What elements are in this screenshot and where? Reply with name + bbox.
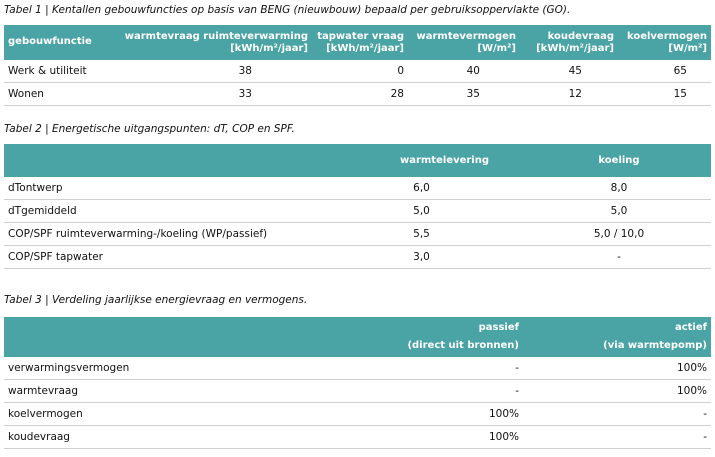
table-row xyxy=(4,60,711,83)
table3-cell: warmtevraag xyxy=(4,380,324,403)
table1 xyxy=(4,25,711,106)
table2-header-koeling: koeling xyxy=(527,144,711,177)
table1-header-gebouwfunctie: gebouwfunctie xyxy=(4,25,119,60)
table2-caption: Tabel 2 | Energetische uitgangspunten: dT, COP en SPF. xyxy=(4,123,295,135)
table-row xyxy=(4,177,711,200)
table2-header-empty xyxy=(4,144,362,177)
table1-cell: Werk & utiliteit xyxy=(4,60,119,83)
table2 xyxy=(4,144,711,269)
table2-cell: 6,0 xyxy=(362,177,527,200)
table1-cell: 40 xyxy=(408,60,520,83)
table2-cell: COP/SPF tapwater xyxy=(4,246,362,269)
table1-cell: 0 xyxy=(312,60,408,83)
table1-header-koudevraag: koudevraag [kWh/m²/jaar] xyxy=(520,25,618,60)
table-row xyxy=(4,83,711,106)
table1-header-tapwater: tapwater vraag [kWh/m²/jaar] xyxy=(312,25,408,60)
table3-header-empty xyxy=(4,317,324,357)
table-row xyxy=(4,200,711,223)
table3-caption: Tabel 3 | Verdeling jaarlijkse energievraag en vermogens. xyxy=(4,294,308,306)
table1-cell: 28 xyxy=(312,83,408,106)
table1-cell: 65 xyxy=(618,60,711,83)
table1-cell: 33 xyxy=(119,83,312,106)
table-row xyxy=(4,380,711,403)
table-row xyxy=(4,357,711,380)
table2-cell: dTgemiddeld xyxy=(4,200,362,223)
table1-cell: 15 xyxy=(618,83,711,106)
table3 xyxy=(4,317,711,449)
table2-header-warmtelevering: warmtelevering xyxy=(362,144,527,177)
table-row xyxy=(4,246,711,269)
table2-cell: 5,0 / 10,0 xyxy=(527,223,711,246)
table2-cell: 5,5 xyxy=(362,223,527,246)
table1-header-warmtevermogen: warmtevermogen [W/m²] xyxy=(408,25,520,60)
table2-cell: 5,0 xyxy=(527,200,711,223)
table3-header-actief: actief (via warmtepomp) xyxy=(523,317,711,357)
table3-cell: 100% xyxy=(523,357,711,380)
table3-cell: - xyxy=(324,380,523,403)
table3-cell: - xyxy=(523,426,711,449)
table1-caption: Tabel 1 | Kentallen gebouwfuncties op basis van BENG (nieuwbouw) bepaald per gebruiksoppervlakte (GO). xyxy=(4,4,571,16)
table1-cell: 35 xyxy=(408,83,520,106)
table3-cell: 100% xyxy=(324,403,523,426)
table2-cell: 3,0 xyxy=(362,246,527,269)
table-row xyxy=(4,403,711,426)
table1-header-warmtevraag: warmtevraag ruimteverwarming [kWh/m²/jaar] xyxy=(119,25,312,60)
table2-cell: COP/SPF ruimteverwarming-/koeling (WP/passief) xyxy=(4,223,362,246)
table2-header-row xyxy=(4,144,711,177)
table3-cell: 100% xyxy=(523,380,711,403)
table1-header-row xyxy=(4,25,711,60)
table1-header-koelvermogen: koelvermogen [W/m²] xyxy=(618,25,711,60)
table3-cell: verwarmingsvermogen xyxy=(4,357,324,380)
table3-cell: 100% xyxy=(324,426,523,449)
table3-cell: - xyxy=(523,403,711,426)
table-row xyxy=(4,223,711,246)
table2-cell: 5,0 xyxy=(362,200,527,223)
table1-cell: 12 xyxy=(520,83,618,106)
table3-cell: koudevraag xyxy=(4,426,324,449)
table-row xyxy=(4,426,711,449)
table1-cell: 38 xyxy=(119,60,312,83)
table2-cell: 8,0 xyxy=(527,177,711,200)
table2-cell: dTontwerp xyxy=(4,177,362,200)
table3-cell: - xyxy=(324,357,523,380)
table2-cell: - xyxy=(527,246,711,269)
table3-cell: koelvermogen xyxy=(4,403,324,426)
table3-header-row xyxy=(4,317,711,357)
table3-header-passief: passief (direct uit bronnen) xyxy=(324,317,523,357)
table1-cell: Wonen xyxy=(4,83,119,106)
table1-cell: 45 xyxy=(520,60,618,83)
